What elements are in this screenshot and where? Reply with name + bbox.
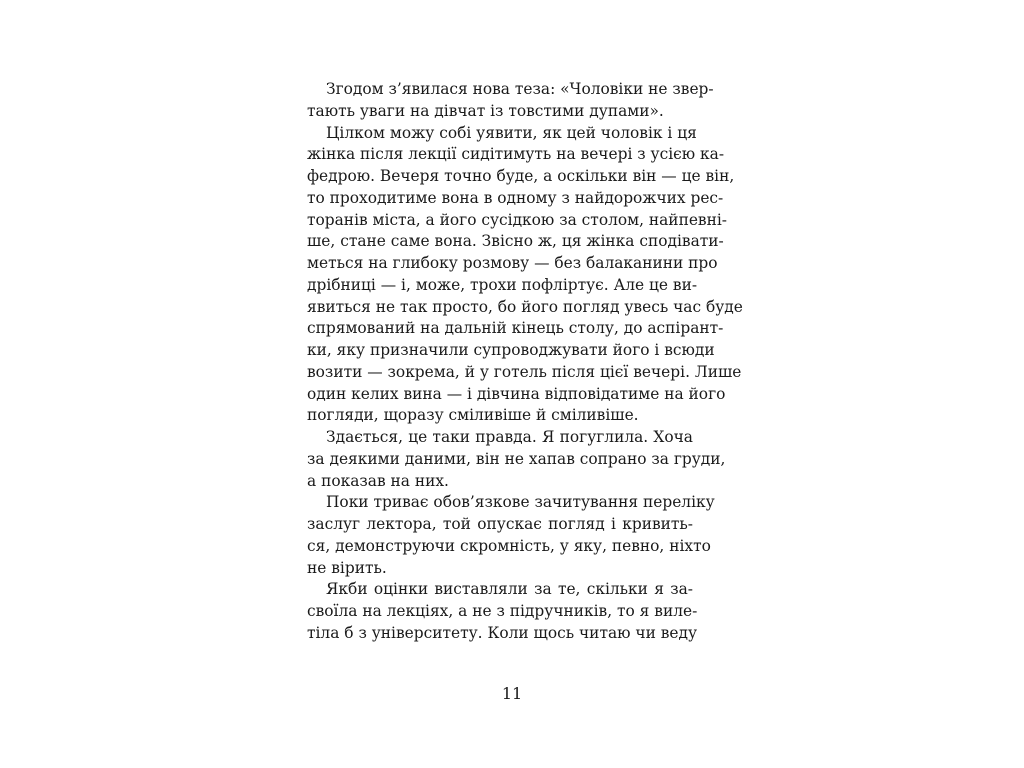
text-line: Цілком можу собі уявити, як цей чоловік і ця	[326, 123, 697, 142]
text-line: спрямований на дальній кінець столу, до аспірант-	[307, 319, 724, 338]
text-line: федрою. Вечеря точно буде, а оскільки він — це він,	[307, 167, 735, 185]
text-line: один келих вина — і дівчина відповідатиме на його	[307, 384, 726, 403]
text-line: не вірить.	[307, 558, 387, 577]
text-line: ся, демонструючи скромність, у яку, певно, ніхто	[307, 536, 711, 555]
text-line: тають уваги на дівчат із товстими дупами».	[307, 101, 664, 120]
text-line: за деякими даними, він не хапав сопрано за груди,	[307, 449, 726, 468]
text-line: торанів міста, а його сусідкою за столом, найпевні-	[307, 210, 727, 229]
text-line: а показав на них.	[307, 471, 449, 490]
text-line: Здається, це таки правда. Я погуглила. Хоча	[326, 428, 693, 446]
text-line: возити — зокрема, й у готель після цієї вечері. Лише	[307, 362, 742, 381]
text-line: своїла на лекціях, а не з підручників, то я виле-	[307, 602, 698, 620]
text-line: то проходитиме вона в одному з найдорожчих рес-	[307, 188, 724, 207]
body-text	[307, 79, 743, 645]
text-line: Поки триває обов’язкове зачитування переліку	[326, 493, 715, 512]
text-line: Якби оцінки виставляли за те, скільки я за-	[326, 580, 693, 599]
text-line: погляди, щоразу сміливіше й сміливіше.	[307, 406, 639, 425]
text-line: дрібниці — і, може, трохи пофліртує. Але це ви-	[307, 275, 698, 294]
text-line: явиться не так просто, бо його погляд увесь час буде	[307, 297, 743, 316]
text-line: ше, стане саме вона. Звісно ж, ця жінка сподівати-	[307, 232, 724, 251]
text-line: тіла б з університету. Коли щось читаю чи веду	[307, 623, 698, 642]
text-line: ки, яку призначили супроводжувати його і всюди	[307, 341, 715, 359]
text-line: Згодом з’явилася нова теза: «Чоловіки не звер-	[326, 80, 714, 98]
page-number: 11	[501, 684, 523, 703]
text-line: жінка після лекції сидітимуть на вечері з усією ка-	[307, 145, 725, 164]
text-line: заслуг лектора, той опускає погляд і кривить-	[307, 515, 693, 533]
text-line: меться на глибоку розмову — без балаканини про	[307, 254, 718, 272]
